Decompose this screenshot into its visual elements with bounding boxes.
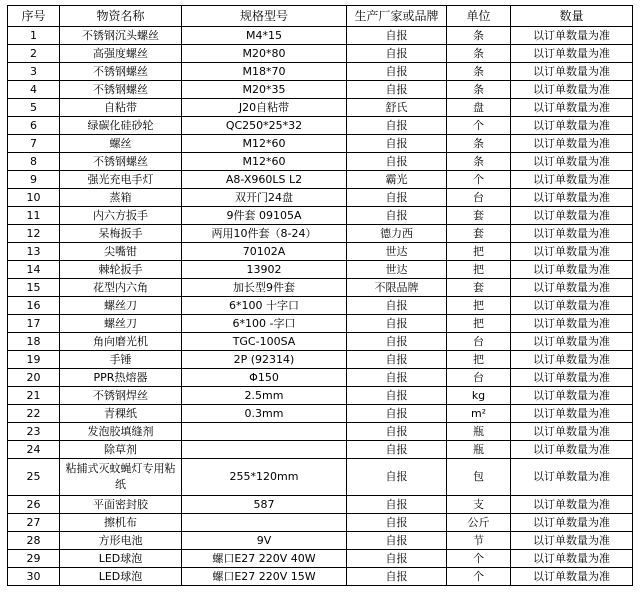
cell-brand: 自报 (347, 532, 447, 550)
cell-qty: 以订单数量为准 (511, 496, 633, 514)
materials-table (7, 5, 633, 586)
table-row (8, 532, 633, 550)
cell-brand: 自报 (347, 333, 447, 351)
cell-no: 25 (8, 459, 60, 496)
cell-spec: 6*100 十字口 (182, 297, 347, 315)
cell-unit: 台 (447, 189, 511, 207)
table-row (8, 568, 633, 586)
cell-brand: 自报 (347, 153, 447, 171)
table-row (8, 81, 633, 99)
table-row (8, 225, 633, 243)
header-name: 物资名称 (60, 6, 182, 27)
cell-qty: 以订单数量为准 (511, 63, 633, 81)
table-row (8, 279, 633, 297)
cell-unit: kg (447, 387, 511, 405)
header-no: 序号 (8, 6, 60, 27)
cell-brand: 不限品牌 (347, 279, 447, 297)
cell-qty: 以订单数量为准 (511, 45, 633, 63)
cell-brand: 自报 (347, 459, 447, 496)
cell-name: 擦机布 (60, 514, 182, 532)
cell-spec: M18*70 (182, 63, 347, 81)
cell-name: 呆梅扳手 (60, 225, 182, 243)
cell-name: LED球泡 (60, 550, 182, 568)
cell-qty: 以订单数量为准 (511, 189, 633, 207)
cell-brand: 自报 (347, 514, 447, 532)
cell-qty: 以订单数量为准 (511, 387, 633, 405)
cell-unit: 把 (447, 315, 511, 333)
cell-brand: 自报 (347, 405, 447, 423)
cell-no: 30 (8, 568, 60, 586)
cell-unit: 台 (447, 369, 511, 387)
cell-brand: 自报 (347, 315, 447, 333)
cell-spec: 2P (92314) (182, 351, 347, 369)
header-row (8, 6, 633, 27)
cell-brand: 自报 (347, 496, 447, 514)
table-row (8, 297, 633, 315)
table-row (8, 514, 633, 532)
cell-spec: M4*15 (182, 27, 347, 45)
cell-brand: 自报 (347, 207, 447, 225)
cell-spec: 两用10件套（8-24） (182, 225, 347, 243)
table-row (8, 261, 633, 279)
cell-name: 花型内六角 (60, 279, 182, 297)
cell-unit: 瓶 (447, 423, 511, 441)
cell-no: 18 (8, 333, 60, 351)
cell-unit: 套 (447, 225, 511, 243)
cell-brand: 自报 (347, 45, 447, 63)
cell-no: 5 (8, 99, 60, 117)
cell-name: 不锈钢螺丝 (60, 81, 182, 99)
cell-unit: 把 (447, 261, 511, 279)
cell-brand: 德力西 (347, 225, 447, 243)
cell-unit: 把 (447, 297, 511, 315)
cell-no: 27 (8, 514, 60, 532)
cell-spec: 0.3mm (182, 405, 347, 423)
cell-unit: 支 (447, 496, 511, 514)
table-row (8, 459, 633, 496)
table-row (8, 369, 633, 387)
cell-brand: 自报 (347, 351, 447, 369)
cell-qty: 以订单数量为准 (511, 333, 633, 351)
table-row (8, 171, 633, 189)
cell-spec: Φ150 (182, 369, 347, 387)
cell-name: LED球泡 (60, 568, 182, 586)
cell-unit: 把 (447, 351, 511, 369)
cell-qty: 以订单数量为准 (511, 27, 633, 45)
cell-name: 发泡胶填缝剂 (60, 423, 182, 441)
cell-no: 13 (8, 243, 60, 261)
cell-brand: 世达 (347, 261, 447, 279)
table-row (8, 441, 633, 459)
cell-unit: 个 (447, 568, 511, 586)
cell-spec: 加长型9件套 (182, 279, 347, 297)
cell-qty: 以订单数量为准 (511, 568, 633, 586)
cell-name: 青稞纸 (60, 405, 182, 423)
cell-name: 不锈钢螺丝 (60, 153, 182, 171)
header-unit: 单位 (447, 6, 511, 27)
table-row (8, 153, 633, 171)
cell-qty: 以订单数量为准 (511, 459, 633, 496)
cell-no: 26 (8, 496, 60, 514)
table-row (8, 27, 633, 45)
cell-qty: 以订单数量为准 (511, 441, 633, 459)
cell-spec: 2.5mm (182, 387, 347, 405)
cell-qty: 以订单数量为准 (511, 171, 633, 189)
cell-qty: 以订单数量为准 (511, 261, 633, 279)
cell-unit: 包 (447, 459, 511, 496)
cell-no: 3 (8, 63, 60, 81)
cell-brand: 自报 (347, 550, 447, 568)
cell-no: 20 (8, 369, 60, 387)
cell-name: 绿碳化硅砂轮 (60, 117, 182, 135)
cell-no: 17 (8, 315, 60, 333)
cell-brand: 自报 (347, 369, 447, 387)
cell-name: 手锤 (60, 351, 182, 369)
cell-no: 15 (8, 279, 60, 297)
cell-spec: 螺口E27 220V 15W (182, 568, 347, 586)
cell-qty: 以订单数量为准 (511, 153, 633, 171)
cell-qty: 以订单数量为准 (511, 243, 633, 261)
cell-no: 8 (8, 153, 60, 171)
cell-qty: 以订单数量为准 (511, 405, 633, 423)
cell-no: 6 (8, 117, 60, 135)
cell-spec: M12*60 (182, 153, 347, 171)
cell-name: 螺丝 (60, 135, 182, 153)
cell-spec: QC250*25*32 (182, 117, 347, 135)
cell-brand: 自报 (347, 117, 447, 135)
cell-spec: M20*35 (182, 81, 347, 99)
cell-name: 尖嘴钳 (60, 243, 182, 261)
cell-qty: 以订单数量为准 (511, 423, 633, 441)
cell-unit: 条 (447, 135, 511, 153)
table-row (8, 135, 633, 153)
cell-spec (182, 441, 347, 459)
cell-brand: 自报 (347, 441, 447, 459)
cell-qty: 以订单数量为准 (511, 117, 633, 135)
cell-unit: 条 (447, 27, 511, 45)
cell-spec: 9V (182, 532, 347, 550)
cell-name: 不锈钢沉头螺丝 (60, 27, 182, 45)
cell-name: PPR热熔器 (60, 369, 182, 387)
cell-spec: A8-X960LS L2 (182, 171, 347, 189)
cell-no: 24 (8, 441, 60, 459)
cell-no: 9 (8, 171, 60, 189)
cell-unit: 盘 (447, 99, 511, 117)
cell-brand: 自报 (347, 568, 447, 586)
cell-name: 角向磨光机 (60, 333, 182, 351)
cell-unit: 公斤 (447, 514, 511, 532)
table-body (8, 27, 633, 586)
cell-qty: 以订单数量为准 (511, 315, 633, 333)
header-spec: 规格型号 (182, 6, 347, 27)
cell-no: 10 (8, 189, 60, 207)
cell-name: 高强度螺丝 (60, 45, 182, 63)
cell-spec: 255*120mm (182, 459, 347, 496)
cell-name: 不锈钢螺丝 (60, 63, 182, 81)
cell-unit: 个 (447, 171, 511, 189)
table-row (8, 243, 633, 261)
cell-no: 28 (8, 532, 60, 550)
cell-qty: 以订单数量为准 (511, 135, 633, 153)
cell-spec: 螺口E27 220V 40W (182, 550, 347, 568)
cell-unit: 节 (447, 532, 511, 550)
cell-brand: 自报 (347, 135, 447, 153)
table-row (8, 550, 633, 568)
cell-qty: 以订单数量为准 (511, 225, 633, 243)
cell-qty: 以订单数量为准 (511, 351, 633, 369)
cell-brand: 自报 (347, 189, 447, 207)
cell-brand: 自报 (347, 387, 447, 405)
cell-name: 平面密封胶 (60, 496, 182, 514)
cell-brand: 自报 (347, 63, 447, 81)
cell-spec: 9件套 09105A (182, 207, 347, 225)
cell-spec: 70102A (182, 243, 347, 261)
table-row (8, 315, 633, 333)
cell-qty: 以订单数量为准 (511, 297, 633, 315)
cell-no: 14 (8, 261, 60, 279)
cell-spec: 587 (182, 496, 347, 514)
cell-unit: 条 (447, 153, 511, 171)
cell-spec (182, 514, 347, 532)
cell-name: 方形电池 (60, 532, 182, 550)
cell-name: 螺丝刀 (60, 297, 182, 315)
cell-no: 19 (8, 351, 60, 369)
cell-name: 粘捕式灭蚊蝇灯专用粘纸 (60, 459, 182, 496)
cell-unit: 条 (447, 81, 511, 99)
table-row (8, 117, 633, 135)
cell-spec (182, 423, 347, 441)
cell-no: 2 (8, 45, 60, 63)
cell-no: 1 (8, 27, 60, 45)
cell-brand: 霸光 (347, 171, 447, 189)
cell-brand: 世达 (347, 243, 447, 261)
cell-no: 12 (8, 225, 60, 243)
cell-no: 21 (8, 387, 60, 405)
cell-spec: 6*100 -字口 (182, 315, 347, 333)
cell-name: 自粘带 (60, 99, 182, 117)
cell-no: 7 (8, 135, 60, 153)
cell-no: 4 (8, 81, 60, 99)
cell-unit: 个 (447, 550, 511, 568)
table-row (8, 189, 633, 207)
header-qty: 数量 (511, 6, 633, 27)
cell-name: 内六方扳手 (60, 207, 182, 225)
cell-no: 11 (8, 207, 60, 225)
cell-name: 蒸箱 (60, 189, 182, 207)
cell-no: 23 (8, 423, 60, 441)
table-row (8, 423, 633, 441)
table-row (8, 405, 633, 423)
cell-spec: 双开门24盘 (182, 189, 347, 207)
cell-unit: m² (447, 405, 511, 423)
cell-unit: 台 (447, 333, 511, 351)
cell-name: 螺丝刀 (60, 315, 182, 333)
cell-unit: 条 (447, 63, 511, 81)
cell-no: 22 (8, 405, 60, 423)
cell-qty: 以订单数量为准 (511, 99, 633, 117)
cell-spec: J20自粘带 (182, 99, 347, 117)
cell-brand: 舒氏 (347, 99, 447, 117)
cell-spec: M20*80 (182, 45, 347, 63)
cell-spec: 13902 (182, 261, 347, 279)
cell-brand: 自报 (347, 81, 447, 99)
cell-unit: 把 (447, 243, 511, 261)
table-row (8, 63, 633, 81)
table-row (8, 99, 633, 117)
cell-brand: 自报 (347, 297, 447, 315)
cell-no: 16 (8, 297, 60, 315)
header-brand: 生产厂家或品牌 (347, 6, 447, 27)
cell-qty: 以订单数量为准 (511, 81, 633, 99)
cell-qty: 以订单数量为准 (511, 279, 633, 297)
cell-name: 不锈钢焊丝 (60, 387, 182, 405)
cell-name: 强光充电手灯 (60, 171, 182, 189)
cell-unit: 套 (447, 279, 511, 297)
table-row (8, 351, 633, 369)
cell-unit: 套 (447, 207, 511, 225)
cell-name: 棘轮扳手 (60, 261, 182, 279)
cell-brand: 自报 (347, 423, 447, 441)
cell-qty: 以订单数量为准 (511, 369, 633, 387)
cell-unit: 瓶 (447, 441, 511, 459)
cell-spec: TGC-100SA (182, 333, 347, 351)
cell-brand: 自报 (347, 27, 447, 45)
cell-qty: 以订单数量为准 (511, 550, 633, 568)
cell-no: 29 (8, 550, 60, 568)
cell-unit: 条 (447, 45, 511, 63)
table-row (8, 45, 633, 63)
cell-name: 除草剂 (60, 441, 182, 459)
table-row (8, 387, 633, 405)
cell-qty: 以订单数量为准 (511, 514, 633, 532)
table-row (8, 333, 633, 351)
table-row (8, 496, 633, 514)
cell-qty: 以订单数量为准 (511, 532, 633, 550)
cell-qty: 以订单数量为准 (511, 207, 633, 225)
cell-unit: 个 (447, 117, 511, 135)
table-row (8, 207, 633, 225)
cell-spec: M12*60 (182, 135, 347, 153)
